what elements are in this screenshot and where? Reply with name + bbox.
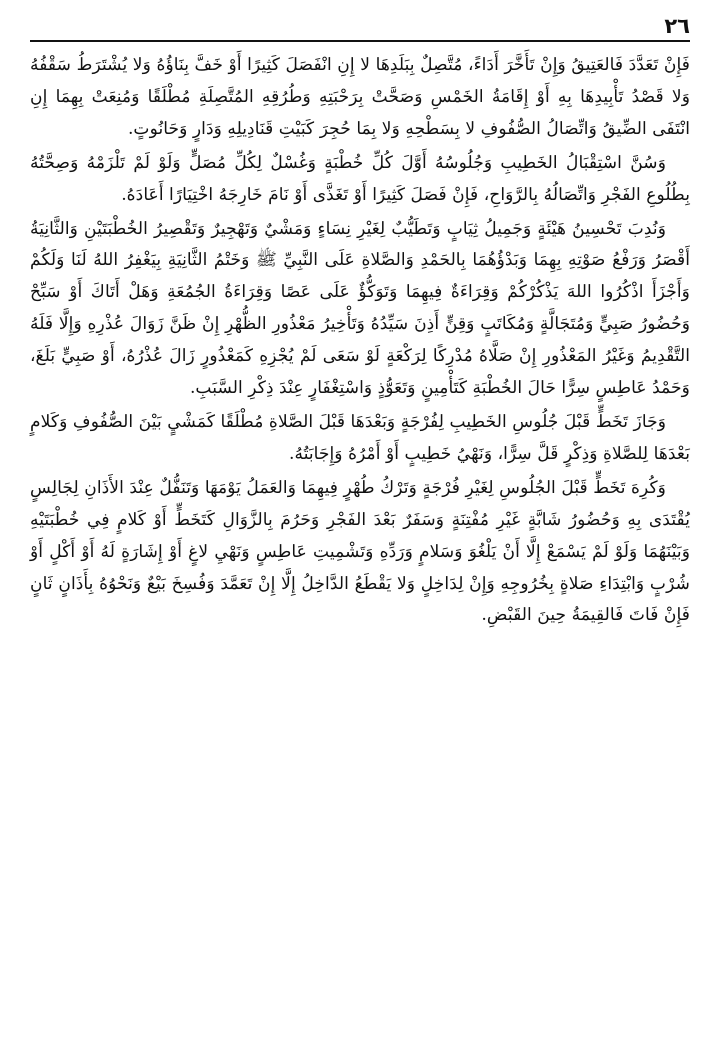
paragraph: وَسُنَّ اسْتِقْبَالُ الخَطِيبِ وَجُلُوسُهُ أَوَّلَ كُلِّ خُطْبَةٍ وَغُسْلٌ لِكُلِّ مُصَلٍّ وَلَوْ لَمْ تَلْزَمْهُ وَصِحَّتُهُ بِطُلُوعِ الفَجْرِ وَاتِّصَالُهُ بِالرَّوَاحِ، فَإِنْ فَصَلَ كَثِيرًا أَوْ تَغَذَّى أَوْ نَامَ خَارِجَهُ اخْتِيَارًا أَعَادَهُ. — [30, 152, 690, 205]
paragraph: وَكُرِهَ تَخَطٍّ قَبْلَ الجُلُوسِ لِغَيْرِ فُرْجَةٍ وَتَرْكُ طُهْرٍ فِيهِمَا وَالعَمَلُ يَوْمَهَا وَتَنَفُّلٌ عِنْدَ الأَذَانِ لِجَالِسٍ يُقْتَدَى بِهِ وَحُضُورُ شَابَّةٍ غَيْرِ مُفْتِنَةٍ وَسَفَرٌ بَعْدَ الفَجْرِ وَحَرُمَ بِالزَّوَالِ كَتَخَطٍّ أَوْ كَلامٍ فِي خُطْبَتَيْهِ وَبَيْنَهُمَا وَلَوْ لَمْ يَسْمَعْ إِلَّا أَنْ يَلْغُوَ وَسَلامٍ وَرَدِّهِ وَتَشْمِيتِ عَاطِسٍ وَنَهْيِ لاغٍ أَوْ إِشَارَةٍ لَهُ أَوْ أَكْلٍ أَوْ شُرْبٍ وَابْتِدَاءِ صَلاةٍ بِخُرُوجِهِ وَإِنْ لِدَاخِلٍ وَلا يَقْطَعُ الدَّاخِلُ إِلَّا إِنْ تَعَمَّدَ وَفُسِخَ بَيْعٌ وَنَحْوُهُ بِأَذَانٍ ثَانٍ فَإِنْ فَاتَ فَالقِيمَةُ حِينَ القَبْضِ. — [30, 477, 690, 626]
paragraph: وَجَازَ تَخَطٍّ قَبْلَ جُلُوسِ الخَطِيبِ لِفُرْجَةٍ وَبَعْدَهَا قَبْلَ الصَّلاةِ مُطْلَقًا كَمَشْيٍ بَيْنَ الصُّفُوفِ وَكَلامٍ بَعْدَهَا لِلصَّلاةِ وَذِكْرٍ قَلَّ سِرًّا، وَنَهْيُ خَطِيبٍ أَوْ أَمْرُهُ وَإِجَابَتُهُ. — [30, 411, 690, 464]
book-page — [30, 14, 690, 1034]
page-number: ٢٦ — [664, 14, 690, 38]
paragraph: وَنُدِبَ تَحْسِينُ هَيْئَةٍ وَجَمِيلُ ثِيَابٍ وَتَطَيُّبٌ لِغَيْرِ نِسَاءٍ وَمَشْيٌ وَتَهْجِيرٌ وَتَقْصِيرُ الخُطْبَتَيْنِ وَالثَّانِيَةُ أَقْصَرُ وَرَفْعُ صَوْتِهِ بِهِمَا وَبَدْؤُهُمَا بِالحَمْدِ وَالصَّلاةِ عَلَى النَّبِيِّ ﷺ وَخَتْمُ الثَّانِيَةِ بِيَغْفِرُ اللهُ لَنَا وَلَكُمْ وَأَجْزَأَ اذْكُرُوا اللهَ يَذْكُرْكُمْ وَقِرَاءَةٌ فِيهِمَا وَتَوَكُّؤٌ عَلَى عَصًا وَقِرَاءَةُ الجُمُعَةِ وَهَلْ أَتَاكَ أَوْ سَبِّحْ وَحُضُورُ صَبِيٍّ وَمُتَجَالَّةٍ وَمُكَاتَبٍ وَقِنٍّ أَذِنَ سَيِّدُهُ وَتَأْخِيرُ مَعْذُورِ الظُّهْرِ إِنْ ظَنَّ زَوَالَ عُذْرِهِ وَإِلَّا فَلَهُ التَّقْدِيمُ وَغَيْرُ المَعْذُورِ إِنْ صَلَّاهُ مُدْرِكًا لِرَكْعَةٍ لَوْ سَعَى لَمْ يُجْزِهِ كَمَعْذُورٍ زَالَ عُذْرُهُ، أَوْ صَبِيٍّ بَلَغَ، وَحَمْدُ عَاطِسٍ سِرًّا حَالَ الخُطْبَةِ كَتَأْمِينٍ وَتَعَوُّذٍ وَاسْتِغْفَارٍ عِنْدَ ذِكْرِ السَّبَبِ. — [30, 218, 690, 399]
main-text — [30, 50, 690, 632]
page-header — [30, 14, 690, 42]
paragraph: فَإِنْ تَعَدَّدَ فَالعَتِيقُ وَإِنْ تَأَخَّرَ أَدَاءً، مُتَّصِلٌ بِبَلَدِهَا لا إِنِ انْفَصَلَ كَثِيرًا أَوْ خَفَّ بِنَاؤُهُ وَلا يُشْتَرَطُ سَقْفُهُ وَلا قَصْدُ تَأْبِيدِهَا بِهِ أَوْ إِقَامَةُ الخَمْسِ وَصَحَّتْ بِرَحْبَتِهِ وَطُرُقِهِ المُتَّصِلَةِ مُطْلَقًا وَمُنِعَتْ بِهِمَا إِنِ انْتَفَى الضِّيقُ وَاتِّصَالُ الصُّفُوفِ لا بِسَطْحِهِ وَلا بِمَا حُجِرَ كَبَيْتِ قَنَادِيلِهِ وَدَارٍ وَحَانُوتٍ. — [30, 55, 691, 139]
